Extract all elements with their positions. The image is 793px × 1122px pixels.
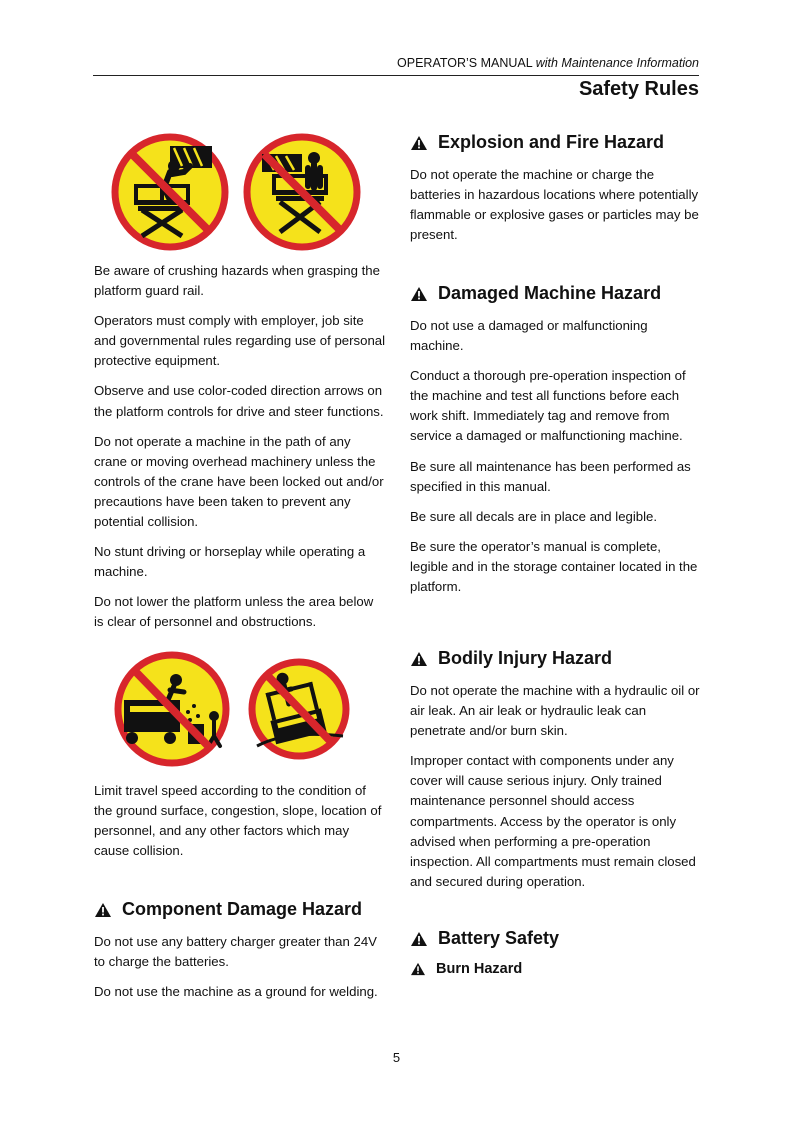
crush-paragraph: Be aware of crushing hazards when grasping the platform guard rail. xyxy=(94,263,380,299)
damaged-machine-section xyxy=(410,283,702,607)
battery-safety-title: Battery Safety xyxy=(438,928,560,948)
burn-hazard-heading xyxy=(410,961,702,977)
page-number: 5 xyxy=(392,1050,401,1065)
damaged-machine-heading xyxy=(410,283,702,304)
stunt-paragraph: No stunt driving or horseplay while operating a machine. xyxy=(94,544,366,580)
explosion-paragraph: Do not operate the machine or charge the batteries in hazardous locations where potentially flammable or explosive gases or particles may be present. xyxy=(410,167,699,243)
damaged-paragraph-2: Conduct a thorough pre-operation inspection of the machine and test all functions before each work shift. Immediately tag and remove from service a damaged or malfunctioning machine. xyxy=(410,368,686,444)
burn-hazard-title: Burn Hazard xyxy=(436,961,523,977)
bodily-paragraph-2: Improper contact with components under any cover will cause serious injury. Only trained maintenance personnel should access compartments. Access by the operator is only advised when performing a pre-operation inspection. All compartments must remain closed and secured during operation. xyxy=(410,753,696,889)
warning-triangle-icon xyxy=(410,962,426,976)
header-rule xyxy=(93,75,699,76)
crush-hazard-signs xyxy=(110,132,362,252)
damaged-paragraph-3: Be sure all maintenance has been performed as specified in this manual. xyxy=(410,458,691,494)
damaged-paragraph-1: Do not use a damaged or malfunctioning machine. xyxy=(410,318,648,354)
manual-title: OPERATOR’S MANUAL xyxy=(397,56,533,70)
component-damage-section xyxy=(94,899,386,1012)
left-column-lower xyxy=(94,781,386,871)
warning-triangle-icon xyxy=(410,931,428,947)
explosion-title: Explosion and Fire Hazard xyxy=(438,132,665,152)
lower-platform-paragraph: Do not lower the platform unless the area below is clear of personnel and obstructions. xyxy=(94,594,374,630)
warning-triangle-icon xyxy=(94,902,112,918)
crane-paragraph: Do not operate a machine in the path of any crane or moving overhead machinery unless the controls of the crane have been locked out and/or precautions have been taken to prevent any potential collision. xyxy=(94,433,384,530)
damaged-machine-title: Damaged Machine Hazard xyxy=(438,283,662,303)
bodily-paragraph-1: Do not operate the machine with a hydraulic oil or air leak. An air leak or hydraulic leak can penetrate and/or burn skin. xyxy=(410,683,700,739)
battery-safety-heading xyxy=(410,928,702,949)
bodily-injury-heading xyxy=(410,648,702,669)
battery-safety-section xyxy=(410,928,702,977)
warning-triangle-icon xyxy=(410,286,428,302)
left-column-upper xyxy=(94,261,386,643)
tipping-sign-icon xyxy=(247,650,352,768)
welding-paragraph: Do not use the machine as a ground for welding. xyxy=(94,984,378,1000)
damaged-paragraph-5: Be sure the operator’s manual is complete, legible and in the storage container located in the platform. xyxy=(410,538,698,595)
charger-paragraph: Do not use any battery charger greater than 24V to charge the batteries. xyxy=(94,934,377,970)
damaged-paragraph-4: Be sure all decals are in place and legible. xyxy=(410,508,658,524)
bodily-injury-section xyxy=(410,648,702,902)
arrows-paragraph: Observe and use color-coded direction arrows on the platform controls for drive and steer functions. xyxy=(94,383,384,419)
manual-subtitle: with Maintenance Information xyxy=(535,56,699,70)
warning-triangle-icon xyxy=(410,135,428,151)
running-header xyxy=(397,56,699,70)
section-title: Safety Rules xyxy=(578,78,699,100)
component-damage-heading xyxy=(94,899,386,920)
explosion-heading xyxy=(410,132,702,153)
speed-paragraph: Limit travel speed according to the condition of the ground surface, congestion, slope, location of personnel, and any other factors which may cause collision. xyxy=(94,783,382,859)
bodily-injury-title: Bodily Injury Hazard xyxy=(438,648,613,668)
crush-overhead-sign-icon xyxy=(242,132,362,252)
ppe-paragraph: Operators must comply with employer, job site and governmental rules regarding use of personal protective equipment. xyxy=(94,313,386,369)
explosion-section xyxy=(410,132,702,255)
collision-sign-icon xyxy=(110,650,235,768)
collision-signs xyxy=(110,650,352,768)
crush-hand-sign-icon xyxy=(110,132,230,252)
component-damage-title: Component Damage Hazard xyxy=(122,899,363,919)
warning-triangle-icon xyxy=(410,651,428,667)
